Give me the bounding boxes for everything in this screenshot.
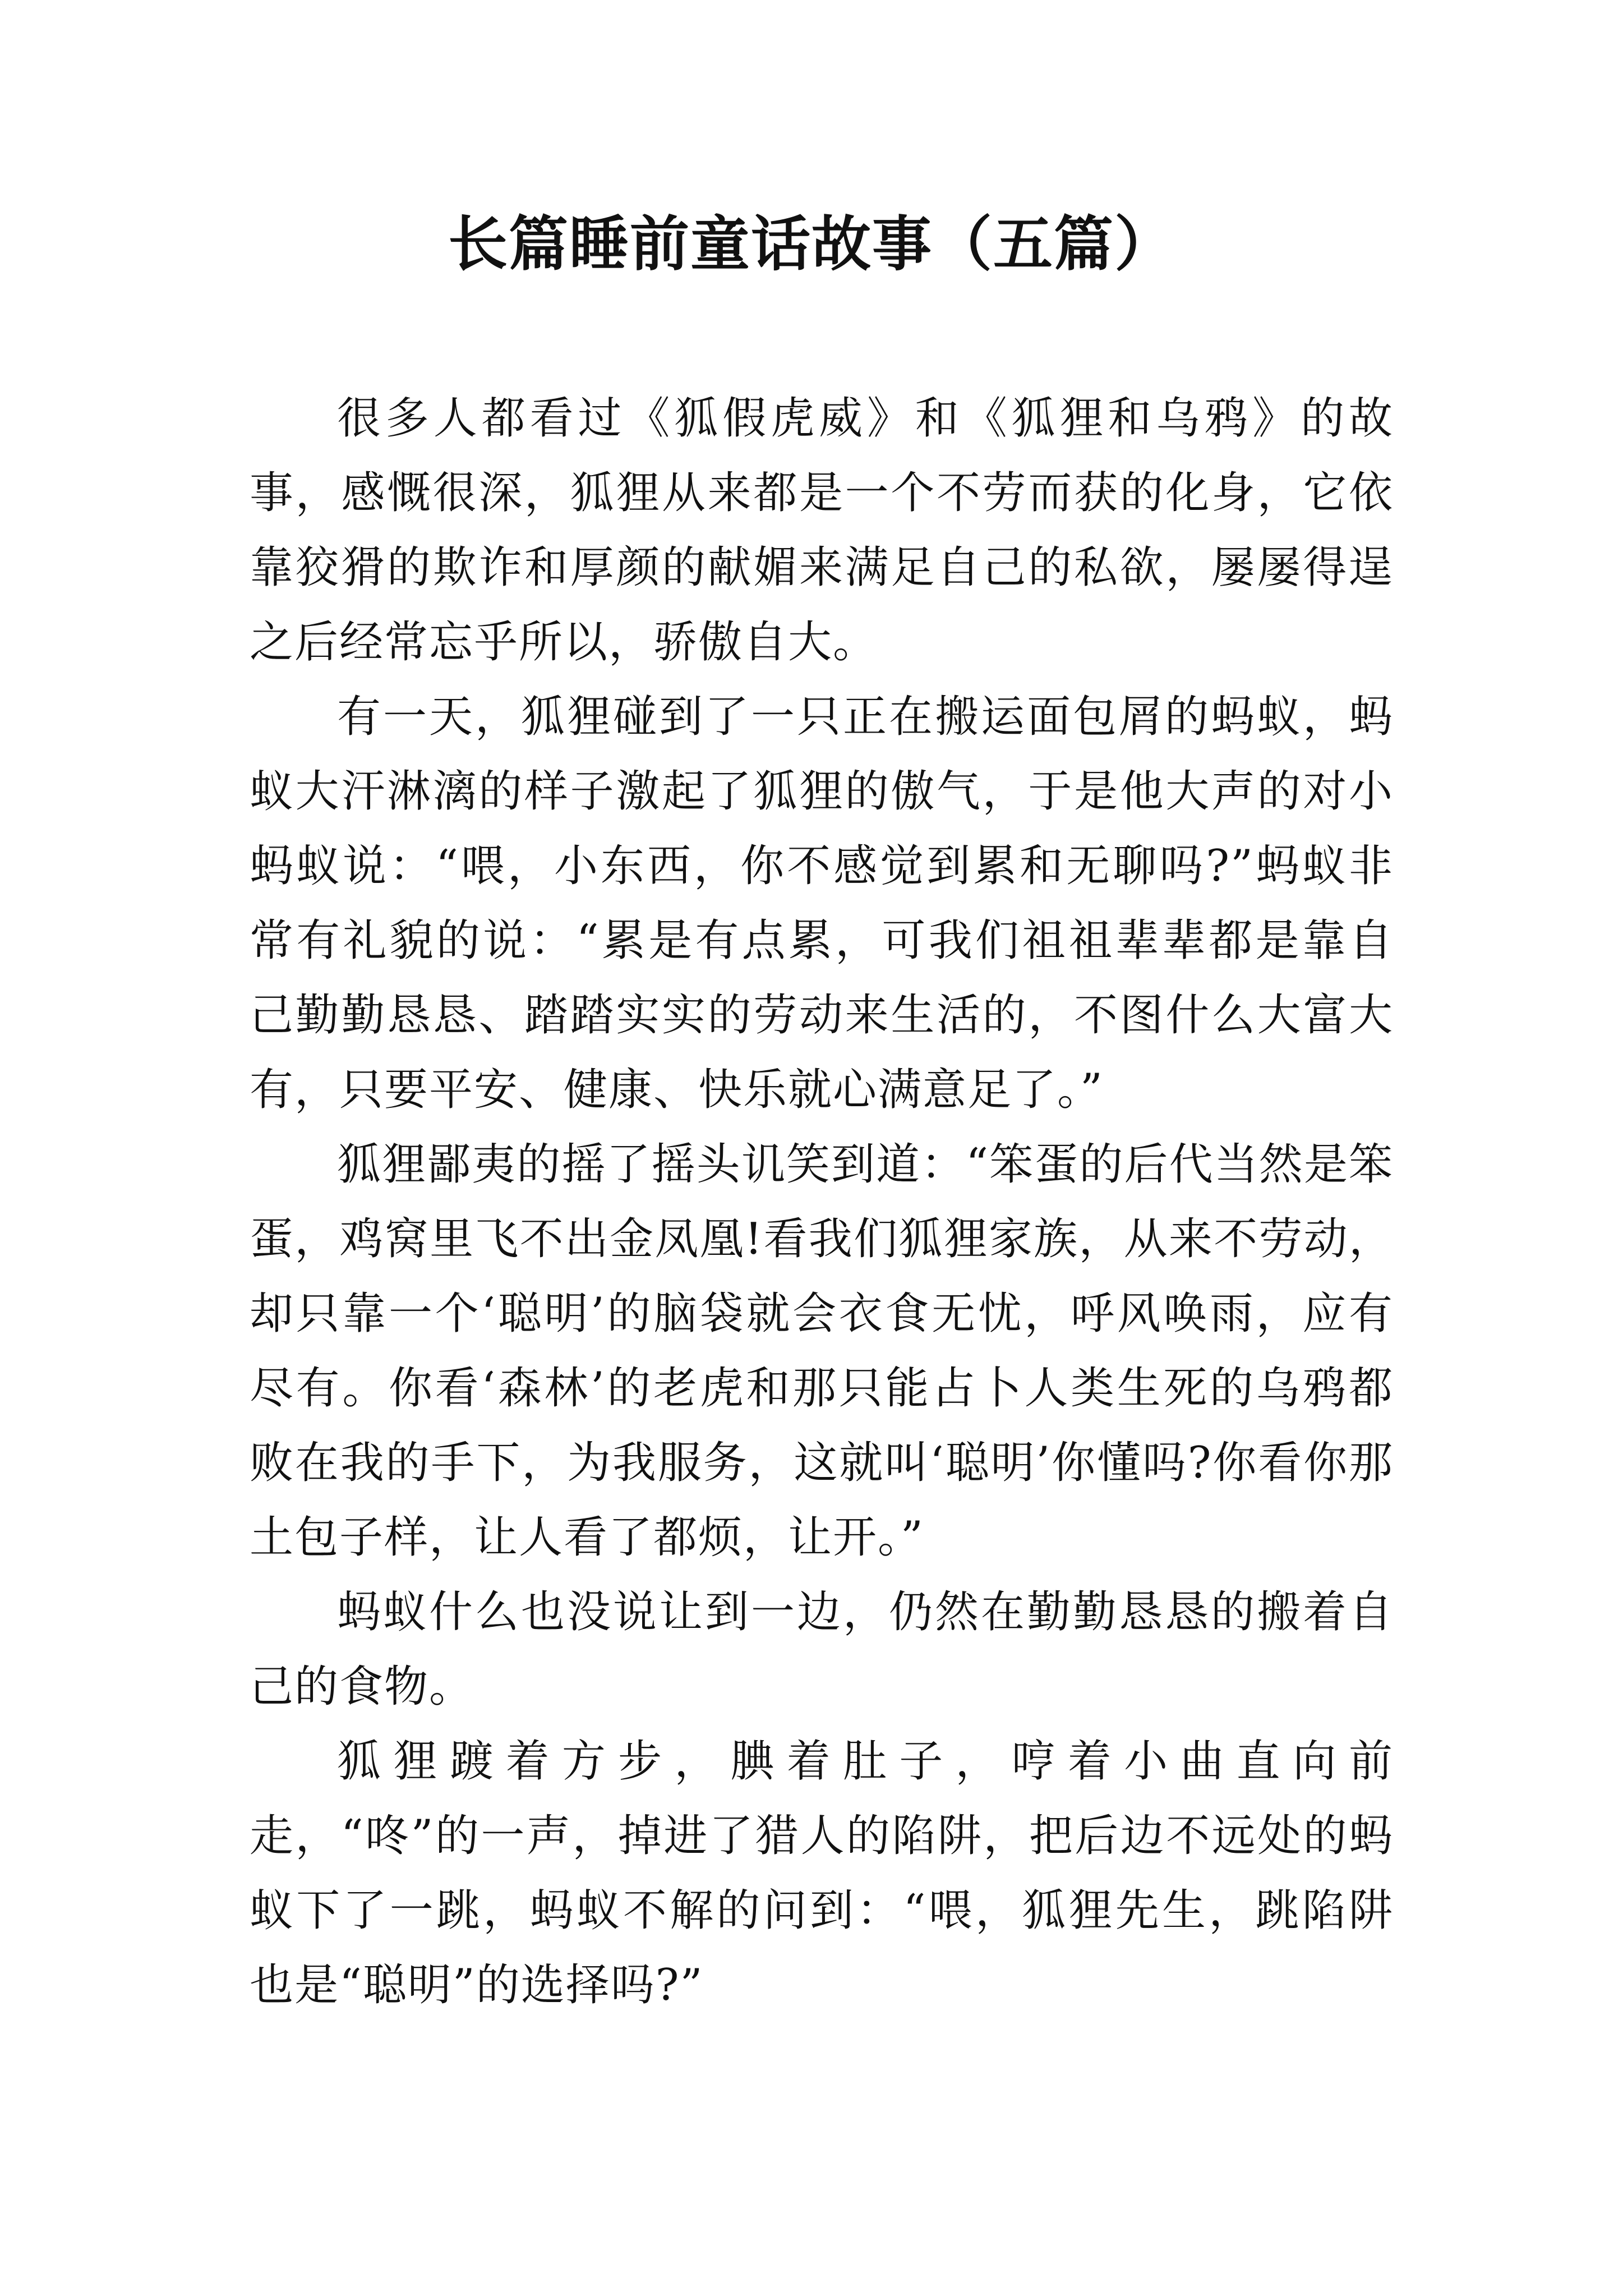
paragraph: 狐狸鄙夷的摇了摇头讥笑到道：“笨蛋的后代当然是笨蛋，鸡窝里飞不出金凤凰!看我们狐狸家族，从来不劳动，却只靠一个‘聪明’的脑袋就会衣食无忧，呼风唤雨，应有尽有。你看‘森林’的老虎和那只能占卜人类生死的乌鸦都败在我的手下，为我服务，这就叫‘聪明’你懂吗?你看你那土包子样，让人看了都烦，让开。” [250, 1139, 1394, 1563]
document-body [250, 381, 1394, 2023]
paragraph: 蚂蚁什么也没说让到一边，仍然在勤勤恳恳的搬着自己的食物。 [250, 1587, 1394, 1712]
document-title: 长篇睡前童话故事（五篇） [448, 209, 1175, 279]
paragraph: 有一天，狐狸碰到了一只正在搬运面包屑的蚂蚁，蚂蚁大汗淋漓的样子激起了狐狸的傲气，于是他大声的对小蚂蚁说：“喂，小东西，你不感觉到累和无聊吗?”蚂蚁非常有礼貌的说：“累是有点累，可我们祖祖辈辈都是靠自己勤勤恳恳、踏踏实实的劳动来生活的，不图什么大富大有，只要平安、健康、快乐就心满意足了。” [250, 692, 1394, 1115]
paragraph: 很多人都看过《狐假虎威》和《狐狸和乌鸦》的故事，感慨很深，狐狸从来都是一个不劳而获的化身，它依靠狡猾的欺诈和厚颜的献媚来满足自己的私欲，屡屡得逞之后经常忘乎所以，骄傲自大。 [250, 393, 1394, 668]
paragraph: 狐狸踱着方步，腆着肚子，哼着小曲直向前走，“咚”的一声，掉进了猎人的陷阱，把后边不远处的蚂蚁下了一跳，蚂蚁不解的问到：“喂，狐狸先生，跳陷阱也是“聪明”的选择吗?” [250, 1736, 1394, 2010]
